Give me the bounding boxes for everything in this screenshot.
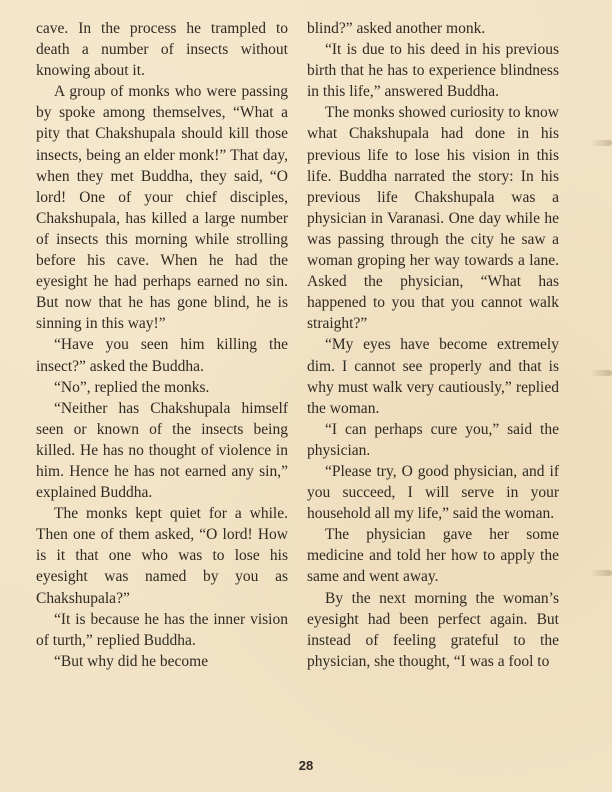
paragraph: blind?” asked another monk. bbox=[307, 20, 486, 37]
paragraph: “But why did he become bbox=[54, 652, 209, 670]
edge-mark bbox=[590, 370, 612, 376]
paragraph: “No”, replied the monks. bbox=[54, 378, 210, 396]
edge-mark bbox=[590, 140, 612, 146]
paragraph: cave. In the process he trampled to death a number of insects without knowing about it. bbox=[36, 20, 288, 80]
paragraph: “It is due to his deed in his previous birth that he has to experience blindness in this life,” answered Buddha. bbox=[307, 41, 559, 101]
paragraph: “Please try, O good physician, and if you succeed, I will serve in your household all my life,” said the woman. bbox=[307, 462, 559, 523]
paragraph: By the next morning the woman’s eyesight had been perfect again. But instead of feeling grateful to the physician, she thought, “I was a fool to bbox=[307, 589, 559, 670]
paragraph: A group of monks who were passing by spoke among themselves, “What a pity that Chakshupala should kill those insects, being an elder monk!” That day, when they met Buddha, they said, “O lord! One of your chief disciples, Chakshupala, has killed a large number of insects this morning while strolling before his cave. When he had the eyesight he had perhaps earned no sin. But now that he has gone blind, he is sinning in this way!” bbox=[36, 83, 288, 333]
right-text-column bbox=[307, 18, 559, 672]
paragraph: “It is because he has the inner vision of turth,” replied Buddha. bbox=[36, 610, 288, 649]
paragraph: “Have you seen him killing the insect?” asked the Buddha. bbox=[36, 336, 288, 375]
edge-mark bbox=[590, 570, 612, 576]
paragraph: “Neither has Chakshupala himself seen or known of the insects being killed. He has no thought of violence in him. Hence he has not earned any sin,” explained Buddha. bbox=[36, 399, 288, 502]
paragraph: The physician gave her some medicine and told her how to apply the same and went away. bbox=[307, 526, 559, 586]
left-text-column bbox=[36, 18, 288, 672]
paragraph: “I can perhaps cure you,” said the physician. bbox=[307, 420, 559, 459]
page-number: 28 bbox=[298, 758, 314, 773]
paragraph: “My eyes have become extremely dim. I cannot see properly and that is why must walk very cautiously,” replied the woman. bbox=[307, 336, 559, 417]
paragraph: The monks kept quiet for a while. Then one of them asked, “O lord! How is it that one who was to lose his eyesight was named by you as Chakshupala?” bbox=[36, 505, 288, 607]
paragraph: The monks showed curiosity to know what Chakshupala had done in his previous life to lose his vision in this life. Buddha narrated the story: In his previous life Chakshupala was a physician in Varanasi. One day while he was passing through the city he saw a woman groping her way towards a lane. Asked the physician, “What has happened to you that you cannot walk straight?” bbox=[307, 104, 559, 333]
